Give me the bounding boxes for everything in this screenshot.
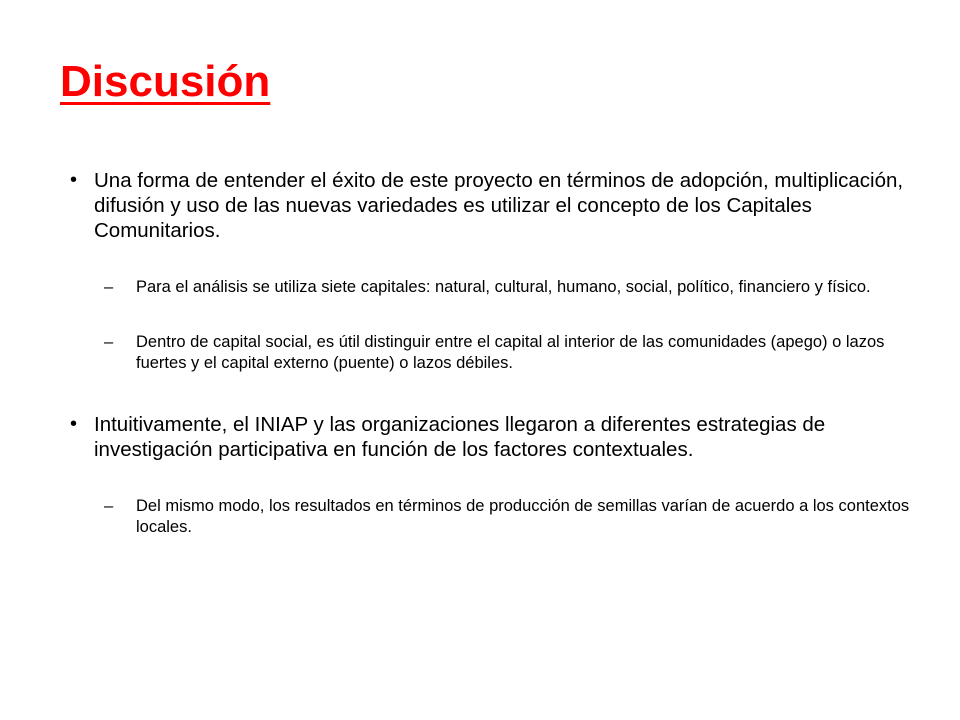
sub-bullet-item (60, 277, 920, 298)
sub-bullet-text: Dentro de capital social, es útil distinguir entre el capital al interior de las comunidades (apego) o lazos fuertes y el capital externo (puente) o lazos débiles. (136, 333, 885, 372)
bullet-marker: • (70, 169, 78, 191)
sub-bullet-marker: – (104, 278, 114, 296)
sub-bullet-text: Para el análisis se utiliza siete capitales: natural, cultural, humano, social, político, financiero y físico. (136, 278, 871, 296)
sub-bullet-marker: – (104, 333, 114, 351)
sub-bullet-text: Del mismo modo, los resultados en términos de producción de semillas varían de acuerdo a los contextos locales. (136, 497, 910, 536)
sub-bullet-item (60, 332, 920, 374)
slide-content (60, 168, 920, 538)
bullet-item (60, 412, 920, 462)
sub-bullet-item (60, 496, 920, 538)
slide-title: Discusión (60, 57, 271, 106)
bullet-marker: • (70, 413, 78, 435)
bullet-item (60, 168, 920, 243)
bullet-text: Intuitivamente, el INIAP y las organizaciones llegaron a diferentes estrategias de investigación participativa en función de los factores contextuales. (94, 413, 826, 461)
sub-bullet-marker: – (104, 497, 114, 515)
bullet-text: Una forma de entender el éxito de este proyecto en términos de adopción, multiplicación, difusión y uso de las nuevas variedades es utilizar el concepto de los Capitales Comunitarios. (94, 169, 904, 242)
